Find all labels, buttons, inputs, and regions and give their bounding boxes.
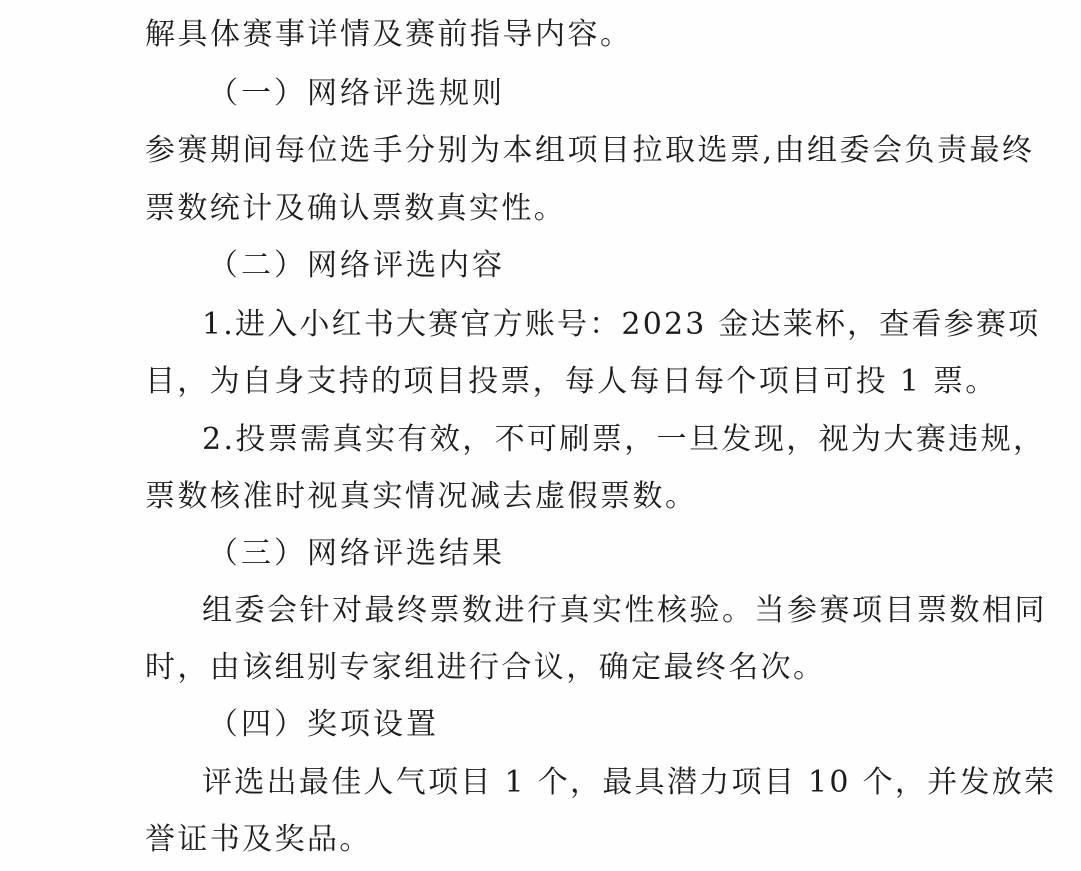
- section-heading-voting-content: （二）网络评选内容: [208, 248, 505, 283]
- voting-rules-text-line-1: 参赛期间每位选手分别为本组项目拉取选票,由组委会负责最终: [145, 133, 1035, 168]
- voting-content-item-1-line-1: 1.进入小红书大赛官方账号：2023 金达莱杯，查看参赛项: [202, 307, 1041, 342]
- voting-results-text-line-1: 组委会针对最终票数进行真实性核验。当参赛项目票数相同: [202, 593, 1047, 628]
- voting-rules-text-line-2: 票数统计及确认票数真实性。: [145, 191, 567, 226]
- voting-results-text-line-2: 时，由该组别专家组进行合议，确定最终名次。: [145, 650, 826, 685]
- section-heading-awards: （四）奖项设置: [208, 707, 439, 742]
- section-heading-voting-results: （三）网络评选结果: [208, 536, 505, 571]
- awards-text-line-1: 评选出最佳人气项目 1 个，最具潜力项目 10 个，并发放荣: [202, 765, 1057, 800]
- voting-content-item-2-line-1: 2.投票需真实有效，不可刷票，一旦发现，视为大赛违规，: [202, 422, 1046, 457]
- awards-text-line-2: 誉证书及奖品。: [145, 822, 372, 857]
- voting-content-item-2-line-2: 票数核准时视真实情况减去虚假票数。: [145, 479, 698, 514]
- section-heading-voting-rules: （一）网络评选规则: [208, 76, 505, 111]
- paragraph-intro-continuation: 解具体赛事详情及赛前指导内容。: [145, 17, 633, 52]
- voting-content-item-1-line-2: 目，为自身支持的项目投票，每人每日每个项目可投 1 票。: [145, 364, 998, 399]
